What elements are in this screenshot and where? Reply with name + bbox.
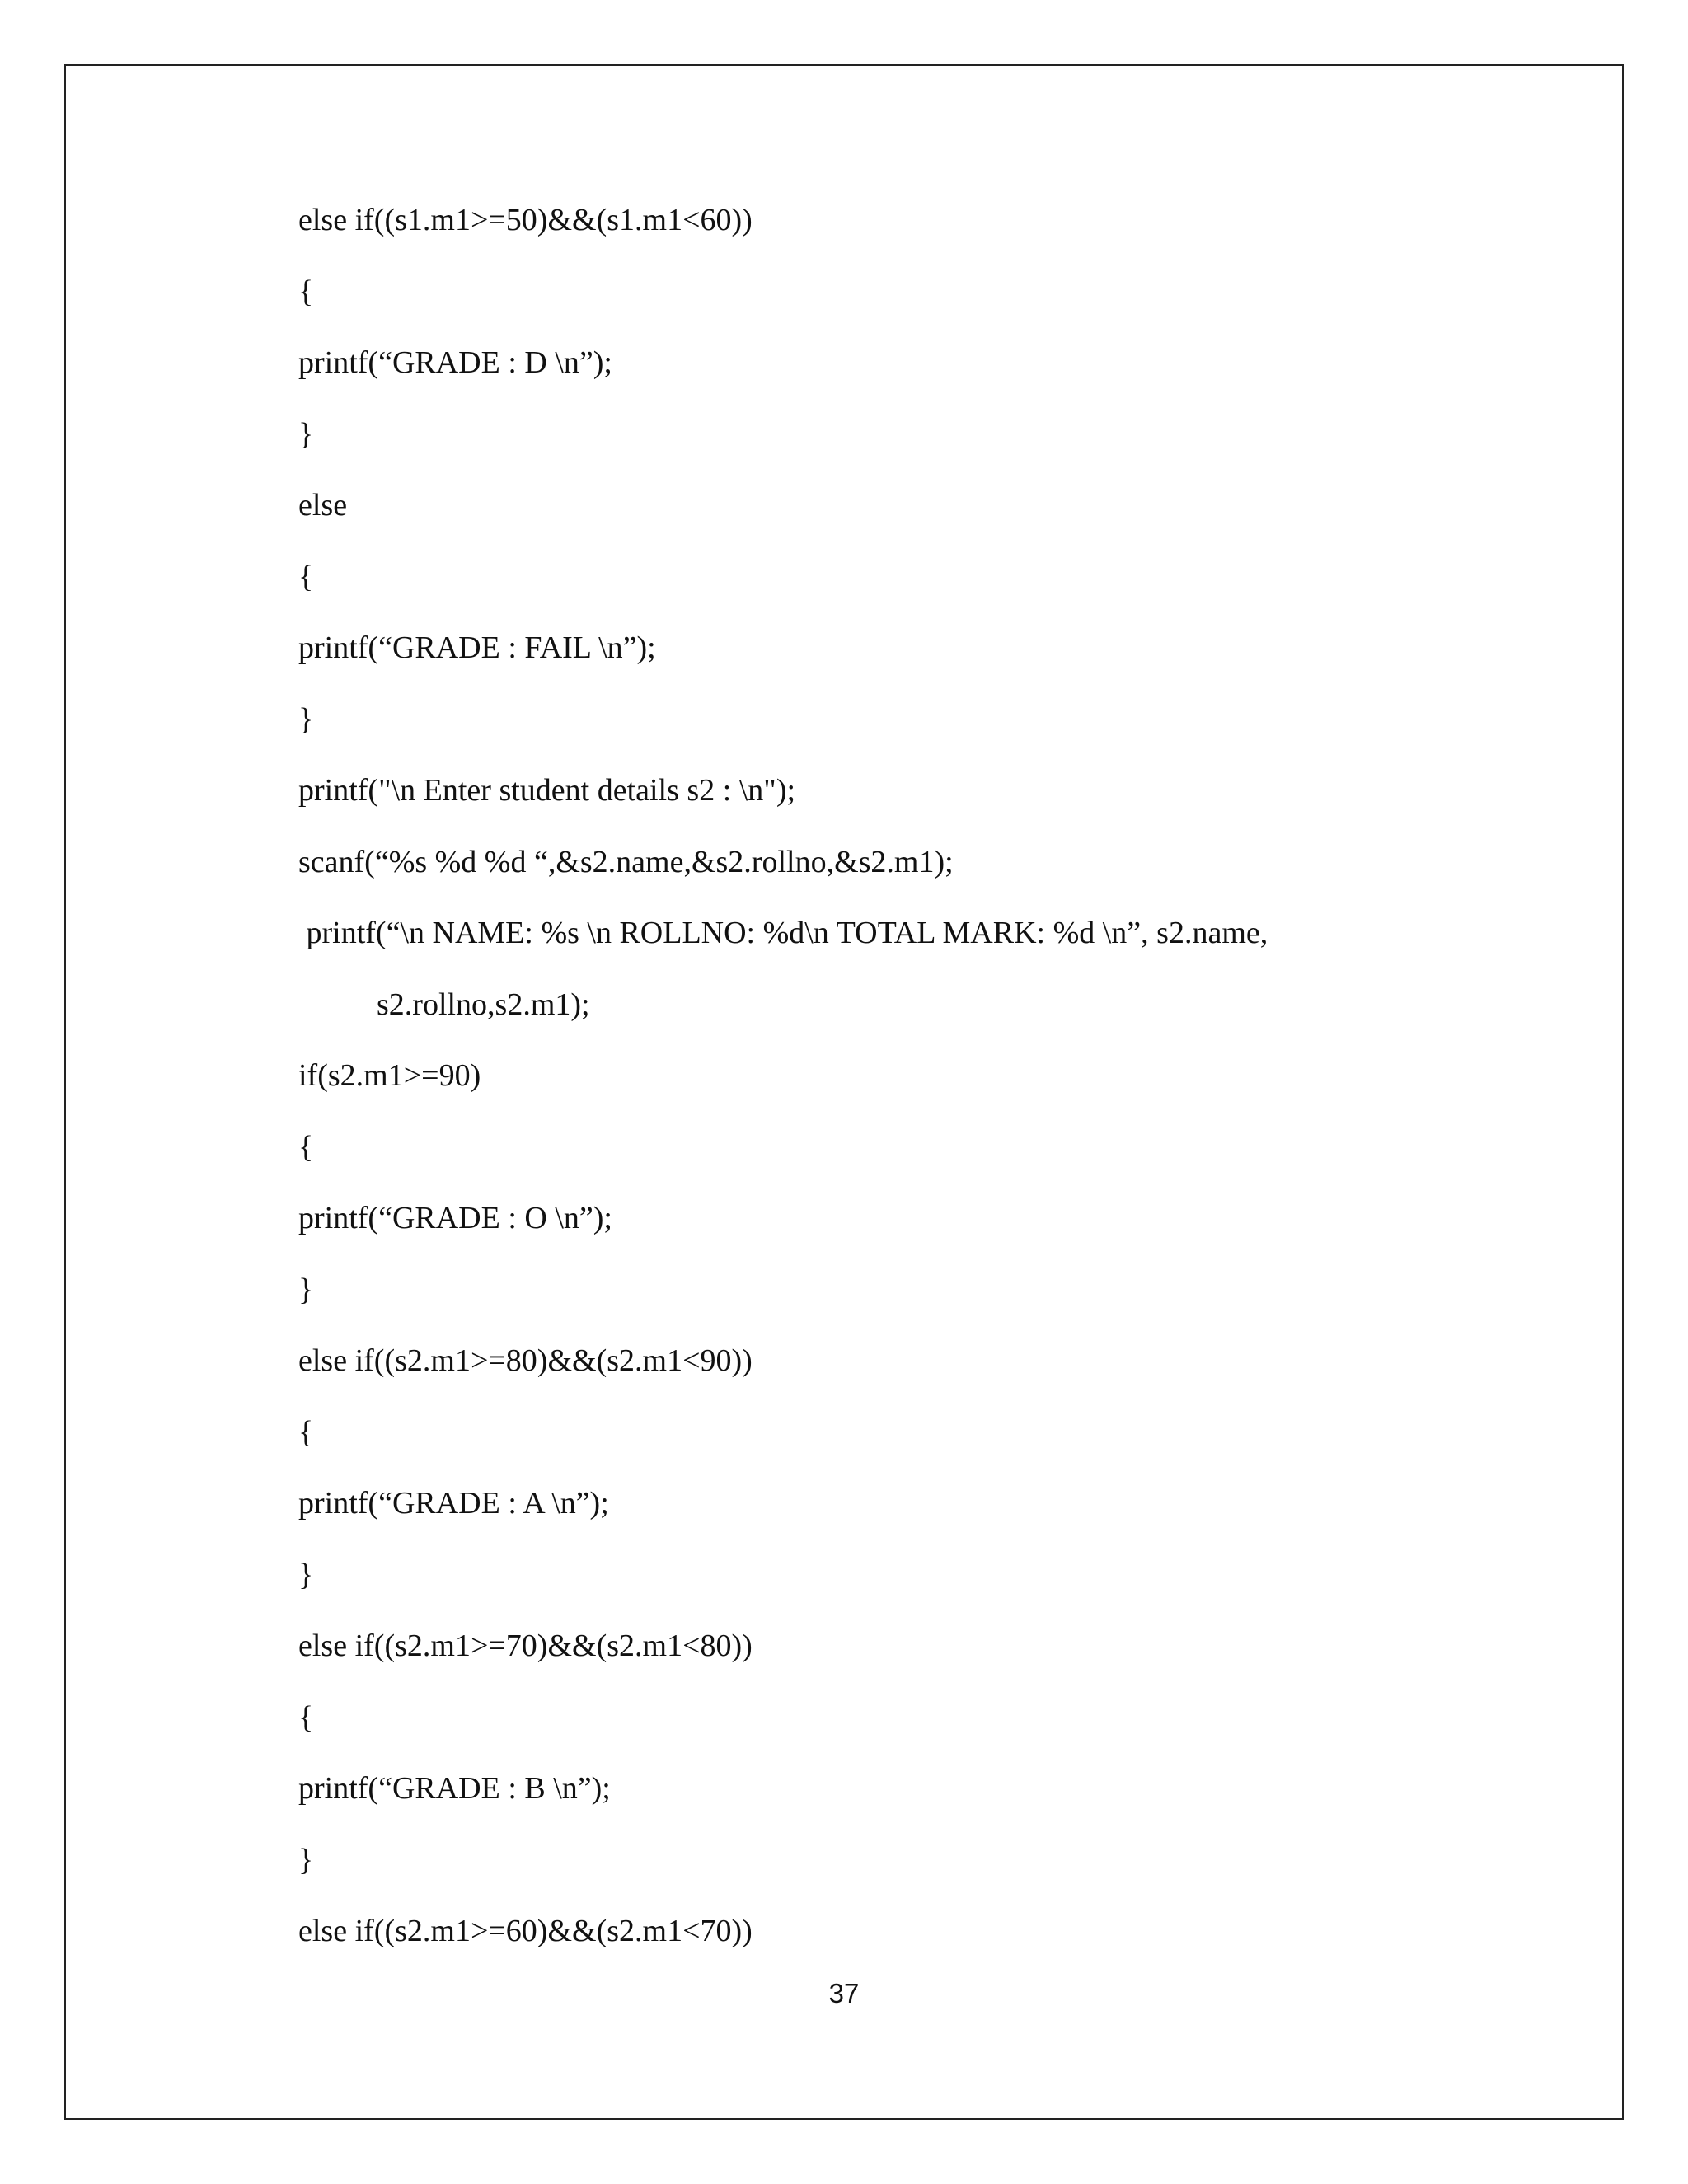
code-line: if(s2.m1>=90) [298,1058,481,1093]
code-line: printf(“GRADE : FAIL \n”); [298,630,656,665]
code-line: else if((s2.m1>=80)&&(s2.m1<90)) [298,1343,753,1378]
code-line: s2.rollno,s2.m1); [298,987,590,1022]
code-line: scanf(“%s %d %d “,&s2.name,&s2.rollno,&s2.m1); [298,844,954,879]
code-line: { [298,1699,314,1735]
code-line: printf(“GRADE : O \n”); [298,1201,612,1235]
code-line: } [298,701,314,737]
code-line: printf("\n Enter student details s2 : \n"); [298,773,796,808]
code-line: } [298,1272,314,1307]
page-number: 37 [828,1978,860,2008]
code-line: } [298,1557,314,1592]
code-line: { [298,274,314,309]
code-line: printf(“GRADE : A \n”); [298,1486,609,1521]
code-line: } [298,1842,314,1877]
code-line: else if((s1.m1>=50)&&(s1.m1<60)) [298,203,753,237]
code-block [298,191,1535,1974]
code-line: } [298,416,314,452]
code-line: else [298,488,348,523]
code-line: printf(“GRADE : D \n”); [298,345,612,380]
code-line: printf(“GRADE : B \n”); [298,1771,611,1806]
code-line: { [298,1414,314,1450]
code-line: printf(“\n NAME: %s \n ROLLNO: %d\n TOTAL MARK: %d \n”, s2.name, [298,916,1268,950]
code-line: else if((s2.m1>=70)&&(s2.m1<80)) [298,1629,753,1663]
code-line: else if((s2.m1>=60)&&(s2.m1<70)) [298,1914,753,1948]
code-line: { [298,1129,314,1165]
code-line: { [298,559,314,594]
